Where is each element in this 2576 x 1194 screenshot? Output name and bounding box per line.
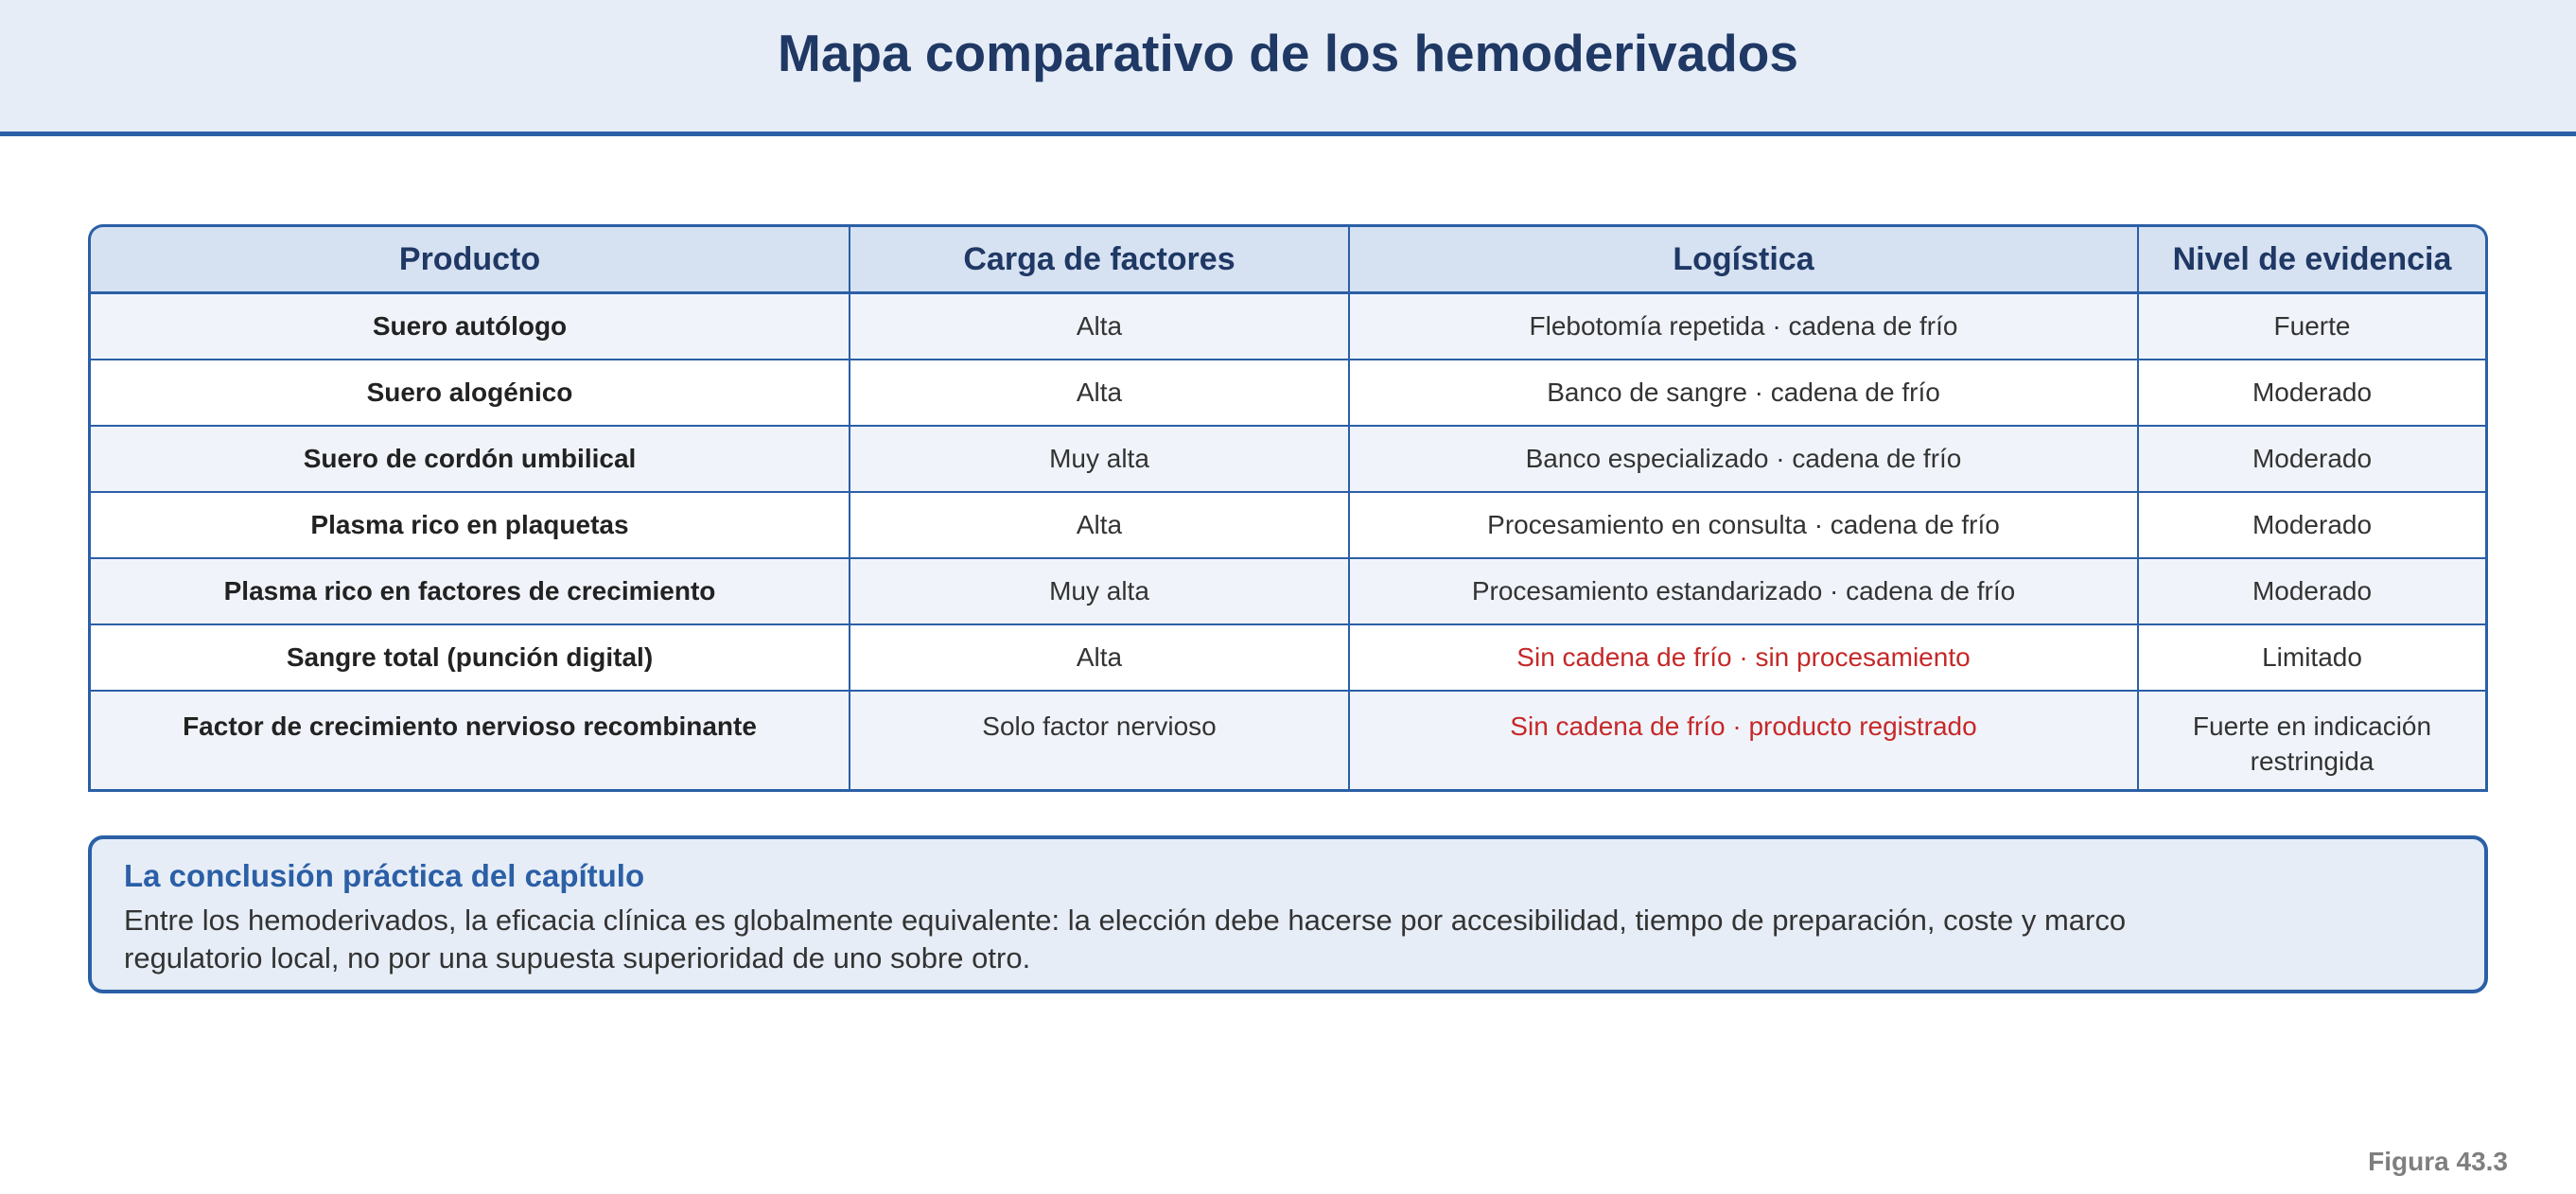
table-row (88, 493, 2488, 559)
cell-carga: Alta (850, 493, 1350, 559)
cell-producto: Suero autólogo (88, 294, 850, 360)
cell-logistica: Procesamiento estandarizado · cadena de frío (1350, 559, 2139, 625)
conclusion-title: La conclusión práctica del capítulo (124, 858, 645, 893)
column-header-carga: Carga de factores (850, 224, 1350, 294)
cell-producto: Sangre total (punción digital) (88, 625, 850, 692)
table-header-row (88, 224, 2488, 294)
table-row (88, 692, 2488, 792)
conclusion-box (88, 835, 2488, 993)
cell-logistica-warning: Sin cadena de frío · producto registrado (1350, 692, 2139, 792)
cell-producto: Suero de cordón umbilical (88, 427, 850, 493)
cell-producto: Plasma rico en factores de crecimiento (88, 559, 850, 625)
cell-logistica: Banco de sangre · cadena de frío (1350, 360, 2139, 427)
column-header-evidencia: Nivel de evidencia (2139, 224, 2488, 294)
cell-producto: Factor de crecimiento nervioso recombinante (88, 692, 850, 792)
cell-evidencia: Moderado (2139, 427, 2488, 493)
cell-carga: Muy alta (850, 559, 1350, 625)
cell-evidencia: Moderado (2139, 559, 2488, 625)
cell-logistica: Banco especializado · cadena de frío (1350, 427, 2139, 493)
cell-carga: Alta (850, 294, 1350, 360)
page-header (0, 0, 2576, 136)
cell-evidencia: Moderado (2139, 493, 2488, 559)
cell-producto: Suero alogénico (88, 360, 850, 427)
figure-label: Figura 43.3 (2368, 1147, 2508, 1176)
conclusion-body: Entre los hemoderivados, la eficacia clínica es globalmente equivalente: la elección debe hacerse por accesibilidad, tiempo de preparación, coste y marco regulatorio local, no por una supuesta superioridad de uno sobre otro. (124, 904, 2127, 975)
cell-carga: Alta (850, 360, 1350, 427)
cell-carga: Alta (850, 625, 1350, 692)
column-header-producto: Producto (88, 224, 850, 294)
table-row (88, 360, 2488, 427)
table-row (88, 625, 2488, 692)
cell-evidencia: Fuerte en indicación restringida (2139, 692, 2488, 792)
cell-logistica: Procesamiento en consulta · cadena de frío (1350, 493, 2139, 559)
cell-carga: Solo factor nervioso (850, 692, 1350, 792)
cell-logistica: Flebotomía repetida · cadena de frío (1350, 294, 2139, 360)
cell-logistica-warning: Sin cadena de frío · sin procesamiento (1350, 625, 2139, 692)
table-row (88, 559, 2488, 625)
column-header-logistica: Logística (1350, 224, 2139, 294)
cell-producto: Plasma rico en plaquetas (88, 493, 850, 559)
table-row (88, 427, 2488, 493)
page-title: Mapa comparativo de los hemoderivados (778, 24, 1798, 82)
table-row (88, 294, 2488, 360)
cell-carga: Muy alta (850, 427, 1350, 493)
comparison-table (88, 224, 2488, 792)
comparison-table-container (88, 224, 2488, 792)
cell-evidencia: Fuerte (2139, 294, 2488, 360)
cell-evidencia: Moderado (2139, 360, 2488, 427)
cell-evidencia: Limitado (2139, 625, 2488, 692)
